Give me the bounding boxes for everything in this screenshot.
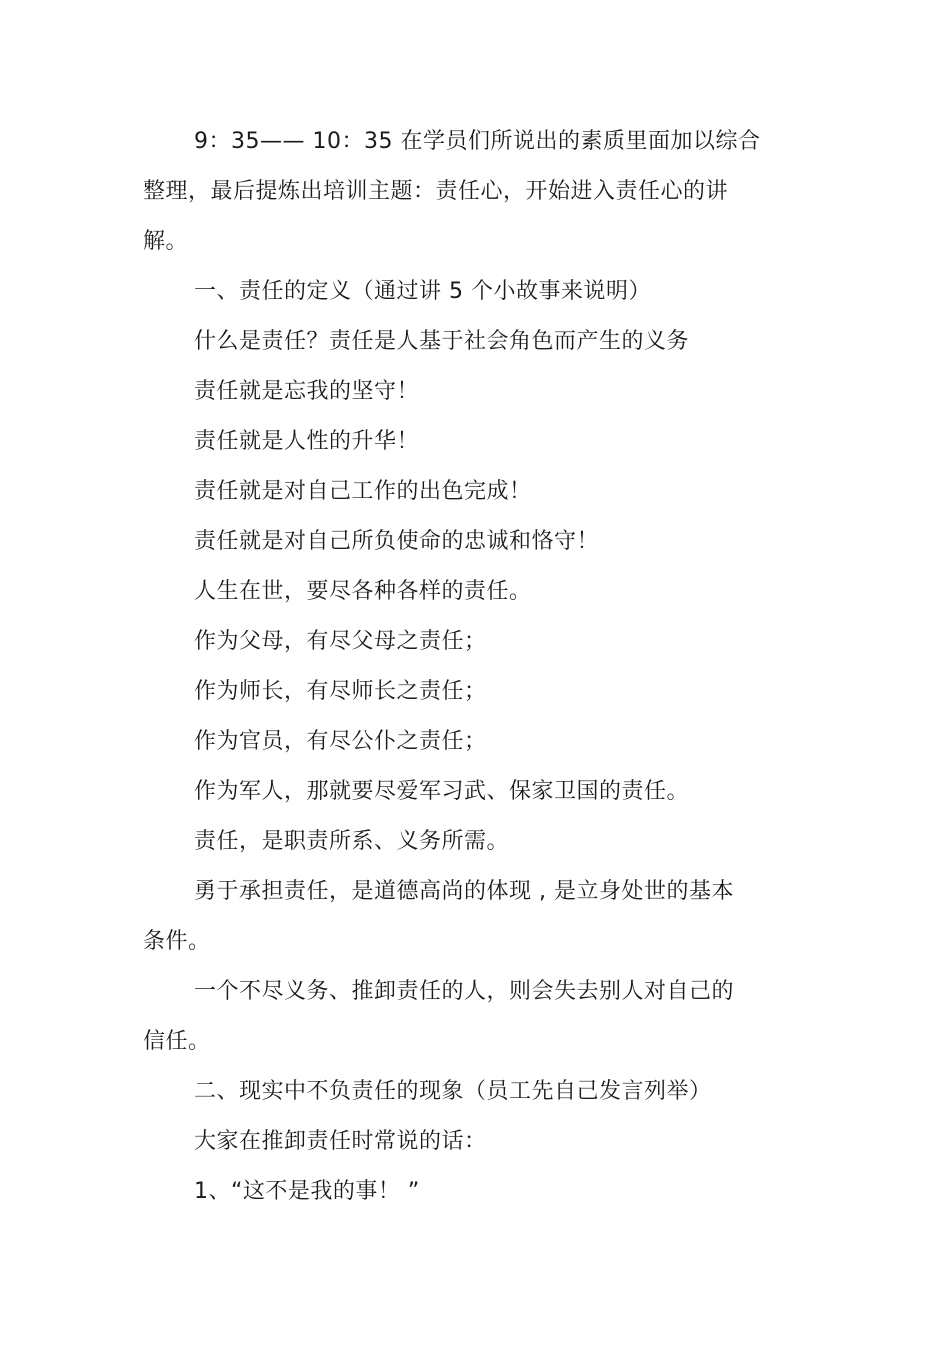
paragraph-line: 整理，最后提炼出培训主题：责任心，开始进入责任心的讲 (143, 179, 729, 204)
paragraph-line: 勇于承担责任，是道德高尚的体现 , 是立身处世的基本 (194, 879, 734, 904)
paragraph-line: 作为官员，有尽公仆之责任； (194, 729, 487, 754)
paragraph-line: 作为父母，有尽父母之责任； (194, 629, 487, 654)
paragraph-line: 解。 (143, 229, 189, 254)
paragraph-line: 作为军人，那就要尽爱军习武、保家卫国的责任。 (194, 779, 690, 804)
paragraph-line: 人生在世，要尽各种各样的责任。 (194, 579, 532, 604)
list-item: 1、“这不是我的事！ ” (194, 1179, 420, 1204)
paragraph-line: 责任就是对自己所负使命的忠诚和恪守！ (194, 529, 600, 554)
paragraph-line: 责任就是人性的升华！ (194, 429, 420, 454)
paragraph-line: 条件。 (143, 929, 211, 954)
paragraph-line: 责任，是职责所系、义务所需。 (194, 829, 510, 854)
paragraph-line: 信任。 (143, 1029, 211, 1054)
paragraph-line: 责任就是对自己工作的出色完成！ (194, 479, 532, 504)
paragraph-line: 大家在推卸责任时常说的话： (194, 1129, 487, 1154)
paragraph-line: 责任就是忘我的坚守！ (194, 379, 420, 404)
paragraph-line: 作为师长，有尽师长之责任； (194, 679, 487, 704)
section-heading: 二、现实中不负责任的现象（员工先自己发言列举） (194, 1079, 712, 1104)
paragraph-line: 9：35—— 10：35 在学员们所说出的素质里面加以综合 (194, 129, 761, 154)
paragraph-line: 什么是责任？责任是人基于社会角色而产生的义务 (194, 329, 690, 354)
section-heading: 一、责任的定义（通过讲 5 个小故事来说明） (194, 279, 651, 304)
paragraph-line: 一个不尽义务、推卸责任的人，则会失去别人对自己的 (194, 979, 735, 1004)
